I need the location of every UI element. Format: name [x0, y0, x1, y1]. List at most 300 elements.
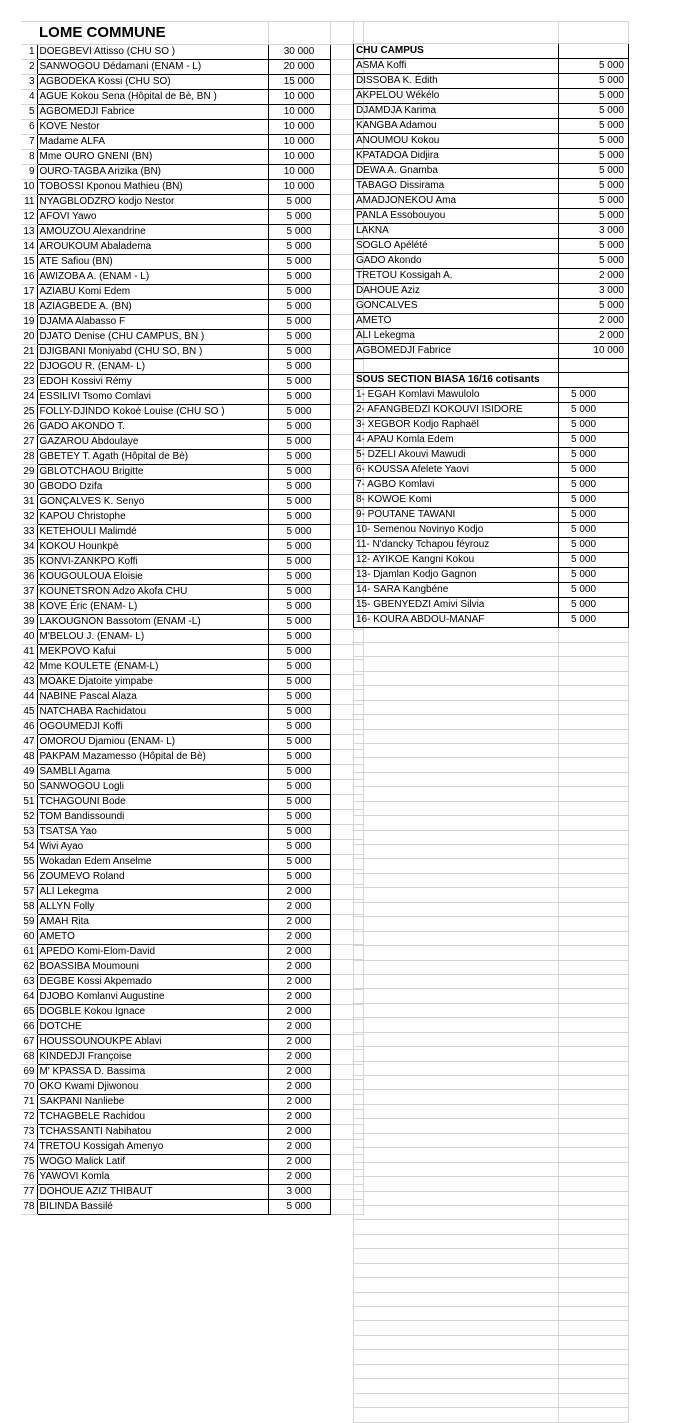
- member-amount: 5 000: [268, 825, 330, 840]
- member-name: KOUNETSRON Adzo Akofa CHU: [37, 585, 268, 600]
- biasa-member-amount: 5 000: [559, 448, 629, 463]
- table-row: [21, 1125, 363, 1140]
- table-row: [354, 403, 629, 418]
- row-number: 43: [21, 675, 37, 690]
- member-name: AGBOMEDJI Fabrice: [37, 105, 268, 120]
- table-row: [354, 974, 629, 988]
- member-name: TSATSA Yao: [37, 825, 268, 840]
- member-amount: 5 000: [268, 765, 330, 780]
- campus-member-amount: 5 000: [559, 134, 629, 149]
- campus-member-name: TRETOU Kossigah A.: [354, 269, 559, 284]
- table-row: [354, 859, 629, 873]
- biasa-member-name: 4- APAU Komla Edem: [354, 433, 559, 448]
- table-row: [21, 870, 363, 885]
- member-name: DOGBLE Kokou Ignace: [37, 1005, 268, 1020]
- table-row: [354, 553, 629, 568]
- row-number: 5: [21, 105, 37, 120]
- table-row: [354, 628, 629, 642]
- member-name: KOUGOULOUA Eloisie: [37, 570, 268, 585]
- member-amount: 10 000: [268, 135, 330, 150]
- member-amount: 2 000: [268, 990, 330, 1005]
- table-row: [354, 816, 629, 830]
- member-name: YAWOVI Komla: [37, 1170, 268, 1185]
- biasa-member-amount: 5 000: [559, 538, 629, 553]
- member-amount: 5 000: [268, 420, 330, 435]
- member-amount: 5 000: [268, 720, 330, 735]
- campus-member-amount: 5 000: [559, 299, 629, 314]
- member-amount: 10 000: [268, 150, 330, 165]
- campus-member-name: TABAGO Dissirama: [354, 179, 559, 194]
- member-name: DEGBE Kossi Akpemado: [37, 975, 268, 990]
- biasa-member-amount: 5 000: [559, 613, 629, 628]
- table-row: [354, 686, 629, 700]
- table-row: [354, 254, 629, 269]
- table-row: [354, 209, 629, 224]
- member-name: TCHASSANTI Nabihatou: [37, 1125, 268, 1140]
- lome-commune-table: [21, 21, 364, 1215]
- member-amount: 5 000: [268, 1200, 330, 1215]
- table-row: [21, 615, 363, 630]
- table-row: [21, 555, 363, 570]
- table-row: [21, 975, 363, 990]
- table-row: [21, 660, 363, 675]
- table-row: [21, 180, 363, 195]
- table-row: [354, 523, 629, 538]
- row-number: 12: [21, 210, 37, 225]
- table-row: [354, 1263, 629, 1277]
- biasa-member-name: 3- XEGBOR Kodjo Raphaël: [354, 418, 559, 433]
- member-name: FOLLY-DJINDO Kokoè Louise (CHU SO ): [37, 405, 268, 420]
- member-amount: 5 000: [268, 255, 330, 270]
- table-row: [354, 758, 629, 772]
- table-row: [21, 735, 363, 750]
- biasa-member-amount: 5 000: [559, 478, 629, 493]
- biasa-member-name: 11- N'dancky Tchapou féyrouz: [354, 538, 559, 553]
- member-name: BOASSIBA Moumouni: [37, 960, 268, 975]
- campus-member-amount: 5 000: [559, 254, 629, 269]
- row-number: 74: [21, 1140, 37, 1155]
- row-number: 45: [21, 705, 37, 720]
- member-amount: 2 000: [268, 975, 330, 990]
- table-row: [354, 373, 629, 388]
- member-name: WOGO Malick Latif: [37, 1155, 268, 1170]
- table-row: [21, 435, 363, 450]
- biasa-member-name: 7- AGBO Komlavi: [354, 478, 559, 493]
- table-row: [354, 1003, 629, 1017]
- row-number: 64: [21, 990, 37, 1005]
- campus-member-name: AMADJONEKOU Ama: [354, 194, 559, 209]
- table-row: [21, 480, 363, 495]
- member-amount: 5 000: [268, 270, 330, 285]
- row-number: 61: [21, 945, 37, 960]
- table-row: [354, 1018, 629, 1032]
- row-number: 60: [21, 930, 37, 945]
- table-row: [21, 330, 363, 345]
- row-number: 26: [21, 420, 37, 435]
- row-number: 40: [21, 630, 37, 645]
- campus-member-name: GADO Akondo: [354, 254, 559, 269]
- row-number: 31: [21, 495, 37, 510]
- table-row: [354, 359, 629, 373]
- biasa-member-name: 2- AFANGBEDZI KOKOUVI ISIDORE: [354, 403, 559, 418]
- member-name: NATCHABA Rachidatou: [37, 705, 268, 720]
- table-row: [354, 1379, 629, 1393]
- member-name: DJATO Denise (CHU CAMPUS, BN ): [37, 330, 268, 345]
- member-name: Wivi Ayao: [37, 840, 268, 855]
- row-number: 33: [21, 525, 37, 540]
- member-amount: 5 000: [268, 240, 330, 255]
- member-name: AMETO: [37, 930, 268, 945]
- row-number: 4: [21, 90, 37, 105]
- row-number: 37: [21, 585, 37, 600]
- table-row: [354, 104, 629, 119]
- table-row: [354, 568, 629, 583]
- row-number: 58: [21, 900, 37, 915]
- row-number: 65: [21, 1005, 37, 1020]
- member-name: AROUKOUM Abalademа: [37, 240, 268, 255]
- table-row: [21, 1035, 363, 1050]
- row-number: 48: [21, 750, 37, 765]
- table-row: [354, 931, 629, 945]
- row-number: 25: [21, 405, 37, 420]
- table-row: [354, 344, 629, 359]
- member-amount: 5 000: [268, 375, 330, 390]
- member-name: DOHOUE AZIZ THIBAUT: [37, 1185, 268, 1200]
- table-row: [21, 195, 363, 210]
- table-row: [354, 329, 629, 344]
- member-name: SAMBLI Agama: [37, 765, 268, 780]
- member-amount: 5 000: [268, 780, 330, 795]
- member-amount: 5 000: [268, 540, 330, 555]
- member-name: Wokadan Edem Anselme: [37, 855, 268, 870]
- member-amount: 10 000: [268, 180, 330, 195]
- table-row: [21, 885, 363, 900]
- biasa-member-amount: 5 000: [559, 583, 629, 598]
- table-row: [354, 1104, 629, 1118]
- table-row: [21, 915, 363, 930]
- table-row: [21, 690, 363, 705]
- biasa-member-name: 9- POUTANE TAWANI: [354, 508, 559, 523]
- table-row: [21, 135, 363, 150]
- table-row: [354, 1061, 629, 1075]
- member-amount: 5 000: [268, 735, 330, 750]
- member-amount: 2 000: [268, 945, 330, 960]
- member-name: ATE Safiou (BN): [37, 255, 268, 270]
- table-row: [354, 299, 629, 314]
- biasa-member-amount: 5 000: [559, 403, 629, 418]
- member-amount: 5 000: [268, 690, 330, 705]
- member-amount: 5 000: [268, 510, 330, 525]
- table-row: [21, 540, 363, 555]
- table-row: [21, 120, 363, 135]
- row-number: 29: [21, 465, 37, 480]
- table-row: [354, 1220, 629, 1234]
- member-name: DOEGBEVI Attisso (CHU SO ): [37, 45, 268, 60]
- campus-member-amount: 3 000: [559, 224, 629, 239]
- table-row: [21, 1020, 363, 1035]
- row-number: 57: [21, 885, 37, 900]
- table-row: [21, 165, 363, 180]
- campus-member-amount: 5 000: [559, 89, 629, 104]
- table-row: [354, 1090, 629, 1104]
- campus-member-name: DJAMDJA Karima: [354, 104, 559, 119]
- table-row: [21, 1110, 363, 1125]
- biasa-member-amount: 5 000: [559, 553, 629, 568]
- row-number: 52: [21, 810, 37, 825]
- table-row: [21, 675, 363, 690]
- table-row: [21, 495, 363, 510]
- member-amount: 5 000: [268, 660, 330, 675]
- table-row: [354, 1350, 629, 1364]
- member-name: AWIZOBA A. (ENAM - L): [37, 270, 268, 285]
- table-row: [354, 729, 629, 743]
- table-row: [21, 825, 363, 840]
- table-row: [354, 583, 629, 598]
- member-name: ALLYN Folly: [37, 900, 268, 915]
- member-name: SANWOGOU Dédamani (ENAM - L): [37, 60, 268, 75]
- member-amount: 5 000: [268, 405, 330, 420]
- table-row: [354, 772, 629, 786]
- row-number: 47: [21, 735, 37, 750]
- table-row: [354, 743, 629, 757]
- right-tables: [353, 21, 629, 1423]
- table-row: [21, 990, 363, 1005]
- campus-member-name: AMETO: [354, 314, 559, 329]
- campus-member-amount: 5 000: [559, 104, 629, 119]
- member-name: AMAH Rita: [37, 915, 268, 930]
- biasa-member-name: 10- Semenou Novinyo Kodjo: [354, 523, 559, 538]
- biasa-member-name: 16- KOURA ABDOU-MANAF: [354, 613, 559, 628]
- member-name: EDOH Kossivi Rémy: [37, 375, 268, 390]
- table-row: [21, 240, 363, 255]
- campus-member-amount: 5 000: [559, 239, 629, 254]
- table-row: [354, 433, 629, 448]
- campus-member-amount: 5 000: [559, 179, 629, 194]
- table-row: [354, 873, 629, 887]
- table-row: [21, 1005, 363, 1020]
- table-row: [354, 448, 629, 463]
- table-row: [354, 119, 629, 134]
- member-amount: 2 000: [268, 1080, 330, 1095]
- table-row: [354, 418, 629, 433]
- table-row: [354, 598, 629, 613]
- member-name: SAKPANI Nanliebe: [37, 1095, 268, 1110]
- member-amount: 5 000: [268, 795, 330, 810]
- row-number: 71: [21, 1095, 37, 1110]
- table-row: [21, 945, 363, 960]
- member-amount: 5 000: [268, 870, 330, 885]
- member-amount: 5 000: [268, 450, 330, 465]
- member-amount: 5 000: [268, 705, 330, 720]
- table-row: [21, 1185, 363, 1200]
- table-row: [354, 1321, 629, 1335]
- member-amount: 5 000: [268, 585, 330, 600]
- member-name: LAKOUGNON Bassotom (ENAM -L): [37, 615, 268, 630]
- campus-member-name: LAKNA: [354, 224, 559, 239]
- member-name: TOBOSSI Kponou Mathieu (BN): [37, 180, 268, 195]
- member-amount: 10 000: [268, 105, 330, 120]
- row-number: 41: [21, 645, 37, 660]
- biasa-member-amount: 5 000: [559, 508, 629, 523]
- member-name: DOTCHE: [37, 1020, 268, 1035]
- table-row: [21, 1170, 363, 1185]
- member-name: KONVI-ZANKPO Koffi: [37, 555, 268, 570]
- row-number: 63: [21, 975, 37, 990]
- table-row: [354, 1335, 629, 1349]
- biasa-member-amount: 5 000: [559, 463, 629, 478]
- table-row: [21, 765, 363, 780]
- member-name: AFOVI Yawo: [37, 210, 268, 225]
- table-row: [21, 720, 363, 735]
- row-number: 21: [21, 345, 37, 360]
- table-row: [21, 300, 363, 315]
- row-number: 59: [21, 915, 37, 930]
- table-row: [354, 1162, 629, 1176]
- member-name: AGUE Kokou Sena (Hôpital de Bè, BN ): [37, 90, 268, 105]
- row-number: 24: [21, 390, 37, 405]
- member-name: GBLOTCHAOU Brigitte: [37, 465, 268, 480]
- member-name: MEKPOVO Kafui: [37, 645, 268, 660]
- biasa-member-name: 1- EGAH Komlavi Mawulolo: [354, 388, 559, 403]
- campus-member-name: AKPELOU Wékélo: [354, 89, 559, 104]
- table-row: [354, 989, 629, 1003]
- row-number: 70: [21, 1080, 37, 1095]
- table-row: [354, 715, 629, 729]
- member-amount: 5 000: [268, 855, 330, 870]
- table-row: [21, 390, 363, 405]
- member-amount: 2 000: [268, 915, 330, 930]
- member-amount: 10 000: [268, 165, 330, 180]
- table-row: [354, 1205, 629, 1219]
- member-amount: 2 000: [268, 900, 330, 915]
- table-row: [21, 900, 363, 915]
- member-name: NYAGBLODZRO kodjo Nestor: [37, 195, 268, 210]
- row-number: 22: [21, 360, 37, 375]
- member-name: AZIABU Komi Edem: [37, 285, 268, 300]
- member-amount: 5 000: [268, 315, 330, 330]
- table-row: [354, 463, 629, 478]
- row-number: 11: [21, 195, 37, 210]
- table-row: [354, 1148, 629, 1162]
- biasa-member-amount: 5 000: [559, 433, 629, 448]
- row-number: 42: [21, 660, 37, 675]
- table-row: [354, 269, 629, 284]
- table-row: [21, 930, 363, 945]
- table-row: [354, 902, 629, 916]
- member-amount: 5 000: [268, 210, 330, 225]
- member-amount: 5 000: [268, 330, 330, 345]
- member-name: DJIGBANI Moniyabd (CHU SO, BN ): [37, 345, 268, 360]
- table-row: [21, 150, 363, 165]
- row-number: 51: [21, 795, 37, 810]
- member-name: TCHAGOUNI Bode: [37, 795, 268, 810]
- member-amount: 5 000: [268, 345, 330, 360]
- table-row: [21, 450, 363, 465]
- member-name: OURO-TAGBA Arizika (BN): [37, 165, 268, 180]
- member-amount: 5 000: [268, 675, 330, 690]
- row-number: 77: [21, 1185, 37, 1200]
- member-amount: 3 000: [268, 1185, 330, 1200]
- campus-member-name: ANOUMOU Kokou: [354, 134, 559, 149]
- table-row: [354, 164, 629, 179]
- table-row: [21, 750, 363, 765]
- member-amount: 5 000: [268, 615, 330, 630]
- row-number: 44: [21, 690, 37, 705]
- member-amount: 20 000: [268, 60, 330, 75]
- row-number: 3: [21, 75, 37, 90]
- member-amount: 5 000: [268, 645, 330, 660]
- member-name: HOUSSOUNOUKPE Ablavi: [37, 1035, 268, 1050]
- row-number: 73: [21, 1125, 37, 1140]
- campus-member-amount: 5 000: [559, 59, 629, 74]
- table-row: [354, 314, 629, 329]
- table-row: [354, 642, 629, 656]
- biasa-title: SOUS SECTION BIASA 16/16 cotisants: [354, 373, 559, 388]
- row-number: 54: [21, 840, 37, 855]
- table-row: [354, 493, 629, 508]
- biasa-member-name: 6- KOUSSA Afelete Yaovi: [354, 463, 559, 478]
- table-row: [21, 1080, 363, 1095]
- table-row: [354, 22, 629, 44]
- campus-member-amount: 2 000: [559, 329, 629, 344]
- campus-member-name: KANGBA Adamou: [354, 119, 559, 134]
- member-name: KAPOU Christophe: [37, 510, 268, 525]
- member-amount: 2 000: [268, 1005, 330, 1020]
- member-name: GAZAROU Abdoulaye: [37, 435, 268, 450]
- campus-member-amount: 5 000: [559, 74, 629, 89]
- member-name: ESSILIVI Tsomo Comlavi: [37, 390, 268, 405]
- campus-member-amount: 5 000: [559, 209, 629, 224]
- table-row: [21, 285, 363, 300]
- biasa-member-name: 8- KOWOE Komi: [354, 493, 559, 508]
- member-amount: 2 000: [268, 1065, 330, 1080]
- member-name: Mme KOULETE (ENAM-L): [37, 660, 268, 675]
- member-name: AGBODEKA Kossi (CHU SO): [37, 75, 268, 90]
- table-row: [21, 810, 363, 825]
- campus-member-name: AGBOMEDJI Fabrice: [354, 344, 559, 359]
- member-name: MOAKE Djatoite yimpabe: [37, 675, 268, 690]
- table-row: [354, 89, 629, 104]
- campus-member-amount: 2 000: [559, 269, 629, 284]
- table-row: [21, 1065, 363, 1080]
- table-row: [354, 1249, 629, 1263]
- row-number: 56: [21, 870, 37, 885]
- row-number: 36: [21, 570, 37, 585]
- table-row: [21, 270, 363, 285]
- table-row: [354, 149, 629, 164]
- row-number: 32: [21, 510, 37, 525]
- table-row: [21, 375, 363, 390]
- table-row: [21, 960, 363, 975]
- campus-member-amount: 5 000: [559, 119, 629, 134]
- table-row: [21, 420, 363, 435]
- table-row: [354, 1133, 629, 1147]
- member-name: KOKOU Hounkpè: [37, 540, 268, 555]
- row-number: 1: [21, 45, 37, 60]
- biasa-member-amount: 5 000: [559, 418, 629, 433]
- member-amount: 10 000: [268, 120, 330, 135]
- table-row: [21, 465, 363, 480]
- table-row: [21, 1050, 363, 1065]
- member-amount: 5 000: [268, 555, 330, 570]
- campus-member-name: DAHOUE Aziz: [354, 284, 559, 299]
- row-number: 34: [21, 540, 37, 555]
- member-amount: 2 000: [268, 885, 330, 900]
- table-row: [354, 284, 629, 299]
- member-name: KETEHOULI Malimdé: [37, 525, 268, 540]
- table-row: [21, 255, 363, 270]
- row-number: 14: [21, 240, 37, 255]
